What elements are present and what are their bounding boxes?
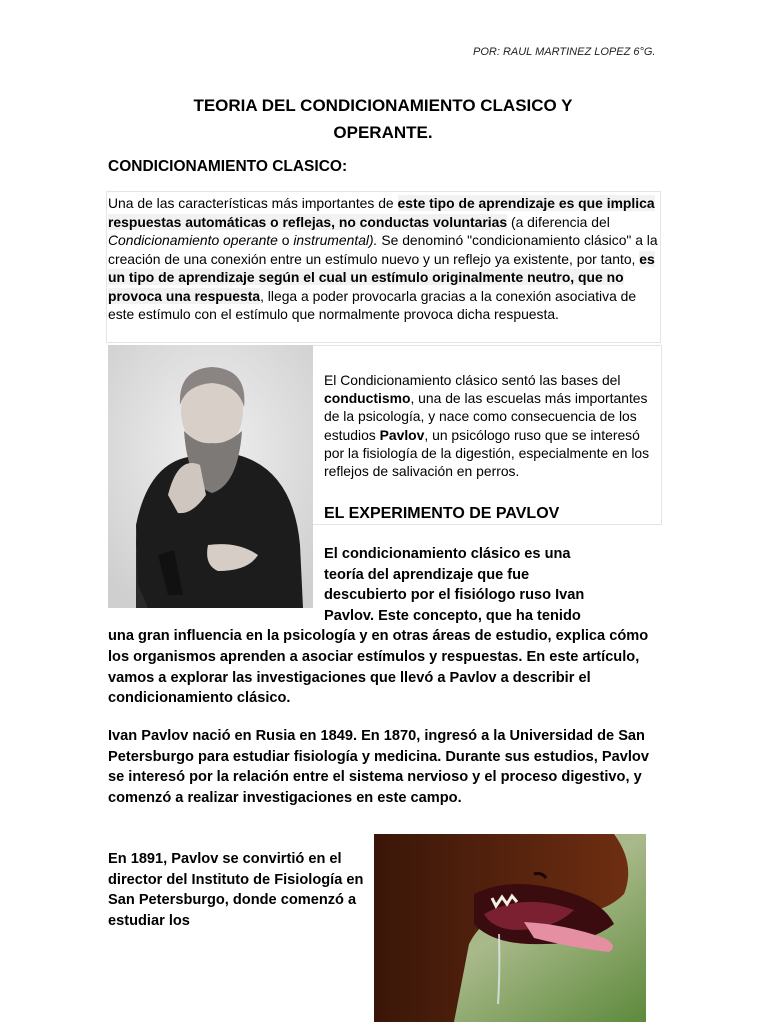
- heading-condicionamiento-clasico: CONDICIONAMIENTO CLASICO:: [108, 158, 348, 175]
- paragraph-biografia: Ivan Pavlov nació en Rusia en 1849. En 1870, ingresó a la Universidad de San Petersburgo para estudiar fisiología y medicina. Durante sus estudios, Pavlov se interesó por la relación entre el sistema nervioso y el proceso digestivo, y comenzó a realizar investigaciones en este campo.: [108, 728, 649, 806]
- paragraph-rest: una gran influencia en la psicología y en otras áreas de estudio, explica cómo los organismos aprenden a asociar estímulos y respuestas. En este artículo, vamos a explorar las investigaciones que llevó a Pavlov a describir el condicionamiento clásico.: [108, 628, 649, 707]
- paragraph-line: teoría del aprendizaje que fue: [324, 566, 530, 583]
- document-title: [108, 92, 658, 146]
- salivating-dog-photo: [374, 834, 646, 1022]
- paragraph-instituto: En 1891, Pavlov se convirtió en el director del Instituto de Fisiología en San Petersburgo, donde comenzó a estudiar los: [108, 851, 364, 929]
- side-paragraph: El Condicionamiento clásico sentó las bases del conductismo, una de las escuelas más importantes de la psicología, y nace como consecuencia de los estudios Pavlov, un psicólogo ruso que se interesó por la fisiología de la digestión, especialmente en los reflejos de salivación en perros.: [324, 372, 650, 480]
- heading-experimento-pavlov: EL EXPERIMENTO DE PAVLOV: [324, 505, 560, 522]
- paragraph-line: Pavlov. Este concepto, que ha tenido: [324, 607, 581, 624]
- paragraph-line: descubierto por el fisiólogo ruso Ivan: [324, 587, 585, 604]
- paragraph-experimento-intro: [108, 544, 668, 709]
- title-line-1: TEORIA DEL CONDICIONAMIENTO CLASICO Y: [193, 96, 573, 115]
- title-line-2: OPERANTE.: [333, 123, 433, 142]
- intro-paragraph: Una de las características más importantes de este tipo de aprendizaje es que implica respuestas automáticas o reflejas, no conductas voluntarias (a diferencia del Condicionamiento operante o instrumental). Se denominó "condicionamiento clásico" a la creación de una conexión entre un estímulo nuevo y un reflejo ya existente, por tanto, es un tipo de aprendizaje según el cual un estímulo originalmente neutro, que no provoca una respuesta, llega a poder provocarla gracias a la conexión asociativa de este estímulo con el estímulo que normalmente provoca dicha respuesta.: [108, 195, 658, 322]
- author-byline: POR: RAUL MARTINEZ LOPEZ 6°G.: [473, 46, 656, 58]
- paragraph-line: El condicionamiento clásico es una: [324, 546, 571, 562]
